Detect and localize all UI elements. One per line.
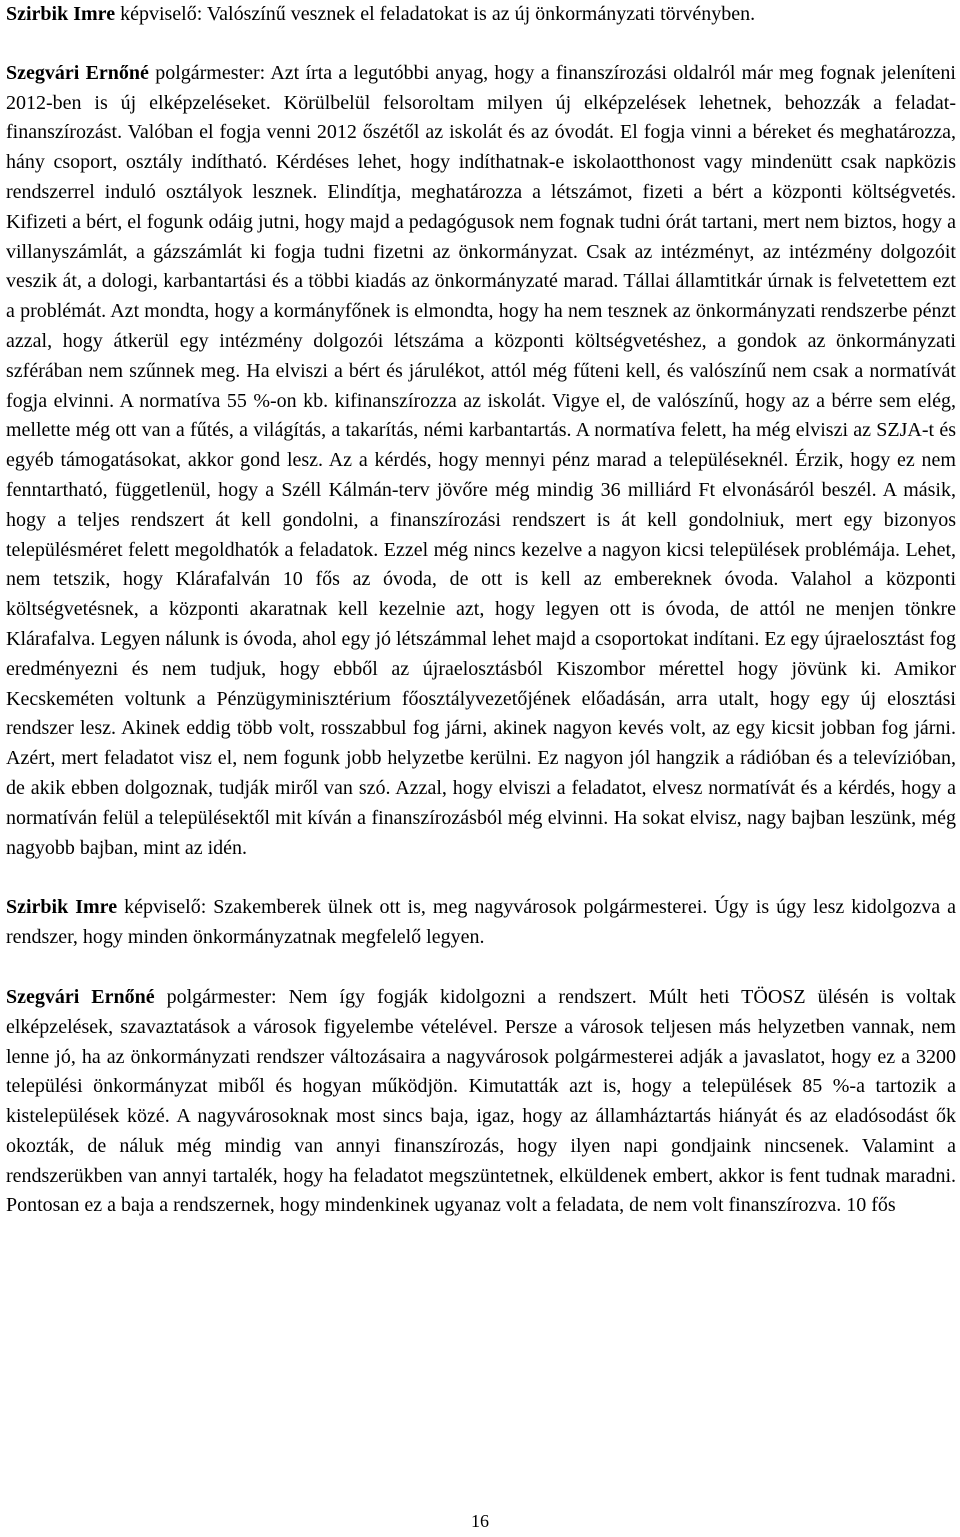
document-body [6, 0, 956, 1221]
speaker-name: Szirbik Imre [6, 896, 118, 919]
speaker-name: Szegvári Ernőné [6, 985, 155, 1008]
paragraph-text: képviselő: Szakemberek ülnek ott is, meg nagyvárosok polgármesterei. Úgy is úgy lesz kidolgozva a rendszer, hogy minden önkormányzatnak megfelelő legyen. [6, 896, 956, 949]
paragraph-4 [6, 983, 956, 1221]
speaker-name: Szirbik Imre [6, 3, 116, 25]
paragraph-1 [6, 0, 956, 30]
paragraph-2 [6, 59, 956, 864]
paragraph-3 [6, 893, 956, 953]
speaker-name: Szegvári Ernőné [6, 61, 149, 84]
paragraph-text: képviselő: Valószínű vesznek el feladatokat is az új önkormányzati törvényben. [115, 3, 756, 25]
paragraph-text: polgármester: Azt írta a legutóbbi anyag, hogy a finanszírozási oldalról már meg fognak jeleníteni 2012-ben is új elképzeléseket. Körülbelül felsoroltam milyen új elképzelések lehetnek, behozzák a feladat-finanszírozást. Valóban el fogja venni 2012 őszétől az iskolát és az óvodát. El fogja vinni a béreket és meghatározza, hány csoport, osztály indítható. Kérdéses lehet, hogy indíthatnak-e iskolaotthonost vagy mindenütt csak napközis rendszerrel induló osztályok lesznek. Elindítja, meghatározza a létszámot, fizeti a bért a központi költségvetés. Kifizeti a bért, el fogunk odáig jutni, hogy majd a pedagógusok nem fognak tudni órát tartani, mert nem biztos, hogy a villanyszámlát, a gázszámlát ki fogja tudni fizetni az önkormányzat. Csak az intézményt, az intézmény dolgozóit veszik át, a dologi, karbantartási és a többi kiadás az önkormányzaté marad. Tállai államtitkár úrnak is felvetettem ezt a problémát. Azt mondta, hogy a kormányfőnek is elmondta, hogy ha nem tesznek az önkormányzati rendszerbe pénzt azzal, hogy átkerül egy intézmény dolgozói létszáma a központi költségvetéshez, a gondok az önkormányzati szférában nem szűnnek meg. Ha elviszi a bért és járulékot, attól még fűteni kell, és valószínű nem csak a normatívát fogja elvinni. A normatíva 55 %-on kb. kifinanszírozza az iskolát. Vigye el, de valószínű, hogy az a bérre sem elég, mellette még ott van a fűtés, a világítás, a takarítás, némi karbantartás. A normatíva felett, ha még elviszi az SZJA-t és egyéb támogatásokat, akkor gond lesz. Az a kérdés, hogy mennyi pénz marad a településeknél. Érzik, hogy ez nem fenntartható, függetlenül, hogy a Széll Kálmán-terv jövőre még mindig 36 milliárd Ft elvonásáról beszél. A másik, hogy a teljes rendszert át kell gondolni, a finanszírozási rendszert is át kell gondolniuk, mert egy bizonyos településméret felett megoldhatók a feladatok. Ezzel még nincs kezelve a nagyon kicsi települések problémája. Lehet, nem tetszik, hogy Klárafalván 10 fős az óvoda, de ott is kell az embereknek óvoda. Valahol a központi költségvetésnek, a központi akaratnak kell kezelnie azt, hogy legyen ott is óvoda, de attól ne menjen tönkre Klárafalva. Legyen nálunk is óvoda, ahol egy jó létszámmal lehet majd a csoportokat indítani. Ez egy újraelosztást fog eredményezni és nem tudjuk, hogy ebből az újraelosztásból Kiszombor mérettel hogy jövünk ki. Amikor Kecskeméten voltunk a Pénzügyminisztérium főosztályvezetőjének előadásán, arra utalt, hogy egy új elosztási rendszer lesz. Akinek eddig több volt, rosszabbul fog járni, akinek nagyon kevés volt, az egy kicsit jobban fog járni. Azért, mert feladatot visz el, nem fogunk jobb helyzetbe kerülni. Ez nagyon jól hangzik a rádióban és a televízióban, de akik ebben dolgoznak, tudják miről van szó. Azzal, hogy elviszi a feladatot, elvesz normatívát és a kérdés, hogy a normatíván felül a településektől mit kíván a finanszírozásból még elvinni. Ha sokat elvisz, nagy bajban leszünk, még nagyobb bajban, mint az idén. [6, 61, 956, 859]
paragraph-text: polgármester: Nem így fogják kidolgozni a rendszert. Múlt heti TÖOSZ ülésén is voltak elképzelések, szavaztatások a városok figyelembe vételével. Persze a városok teljesen más helyzetben vannak, nem lenne jó, ha az önkormányzati rendszer változásaira a nagyvárosok polgármesterei adják a javaslatot, hogy ez a 3200 települési önkormányzat miből és hogyan működjön. Kimutatták azt is, hogy a települések 85 %-a tartozik a kistelepülések közé. A nagyvárosoknak most sincs baja, igaz, hogy az államháztartás hiányát és az eladósodást ők okozták, de náluk még mindig van annyi finanszírozás, hogy ilyen napi gondjaink nincsenek. Valamint a rendszerükben van annyi tartalék, hogy ha feladatot megszüntetnek, elküldenek embert, akkor is fent tudnak maradni. Pontosan ez a baja a rendszernek, hogy mindenkinek ugyanaz volt a feladata, de nem volt finanszírozva. 10 fős [6, 985, 956, 1217]
page-number: 16 [471, 1511, 489, 1531]
